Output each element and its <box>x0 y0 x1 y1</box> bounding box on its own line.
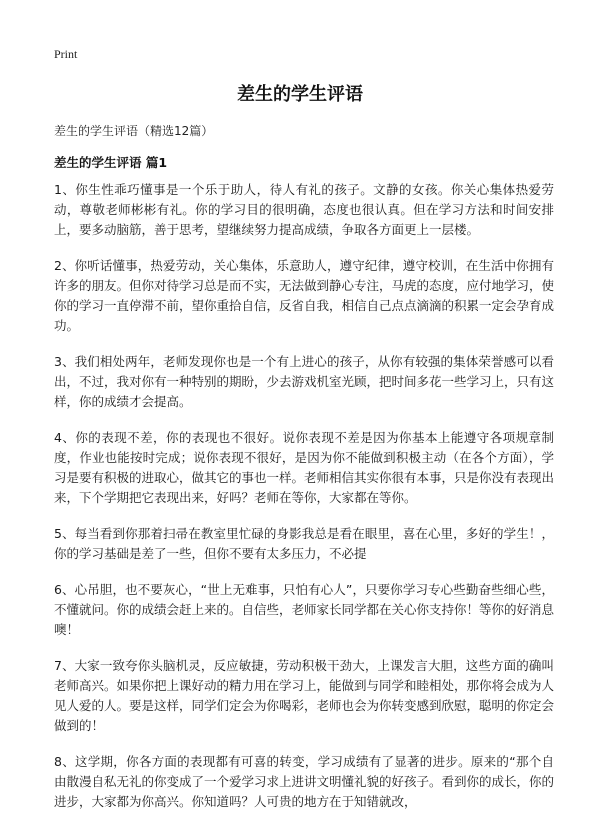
paragraph-3: 3、我们相处两年，老师发现你也是一个有上进心的孩子，从你有较强的集体荣誉感可以看出，不过，我对你有一种特别的期盼，少去游戏机室光顾，把时间多花一些学习上，只有这样，你的成绩才会提高。 <box>54 354 555 409</box>
paragraph-5: 5、每当看到你那着扫帚在教室里忙碌的身影我总是看在眼里，喜在心里，多好的学生！，你的学习基础是差了一些，但你不要有太多压力，不必提 <box>54 526 554 561</box>
document-subtitle: 差生的学生评语（精选12篇） <box>54 124 214 138</box>
paragraph-2: 2、你听话懂事，热爱劳动，关心集体，乐意助人，遵守纪律，遵守校训，在生活中你拥有许多的朋友。但你对待学习总是而不实，无法做到静心专注，马虎的态度，应付地学习，使你的学习一直停滞不前，望你重拾自信，反省自我，相信自己点点滴滴的积累一定会孕育成功。 <box>54 258 555 333</box>
print-link[interactable]: Print <box>54 47 78 61</box>
paragraph-4: 4、你的表现不差，你的表现也不很好。说你表现不差是因为你基本上能遵守各项规章制度，作业也能按时完成；说你表现不很好，是因为你不能做到积极主动（在各个方面），学习是要有积极的进取心，做其它的事也一样。老师相信其实你很有本事，只是你没有表现出来，下个学期把它表现出来，好吗？老师在等你，大家都在等你。 <box>54 430 555 505</box>
document-title: 差生的学生评语 <box>237 84 363 105</box>
document-body <box>54 180 554 828</box>
paragraph-7: 7、大家一致夸你头脑机灵，反应敏捷，劳动积极干劲大，上课发言大胆，这些方面的确叫老师高兴。如果你把上课好动的精力用在学习上，能做到与同学和睦相处，那你将会成为人见人爱的人。要是这样，同学们定会为你喝彩，老师也会为你转变感到欣慰，聪明的你定会做到的！ <box>54 658 555 733</box>
section-heading: 差生的学生评语 篇1 <box>54 155 168 170</box>
paragraph-1: 1、你生性乖巧懂事是一个乐于助人，待人有礼的孩子。文静的女孩。你关心集体热爱劳动，尊敬老师彬彬有礼。你的学习目的很明确，态度也很认真。但在学习方法和时间安排上，要多动脑筋，善于思考，望继续努力提高成绩，争取各方面更上一层楼。 <box>54 182 554 237</box>
paragraph-8: 8、这学期，你各方面的表现都有可喜的转变，学习成绩有了显著的进步。原来的“那个自由散漫自私无礼的你变成了一个爱学习求上进讲文明懂礼貌的好孩子。看到你的成长，你的进步，大家都为你高兴。你知道吗？人可贵的地方在于知错就改， <box>54 754 555 809</box>
paragraph-6: 6、心吊胆，也不要灰心，“世上无难事，只怕有心人”，只要你学习专心些勤奋些细心些，不懂就问。你的成绩会赶上来的。自信些，老师家长同学都在关心你支持你！等你的好消息噢！ <box>54 582 555 637</box>
